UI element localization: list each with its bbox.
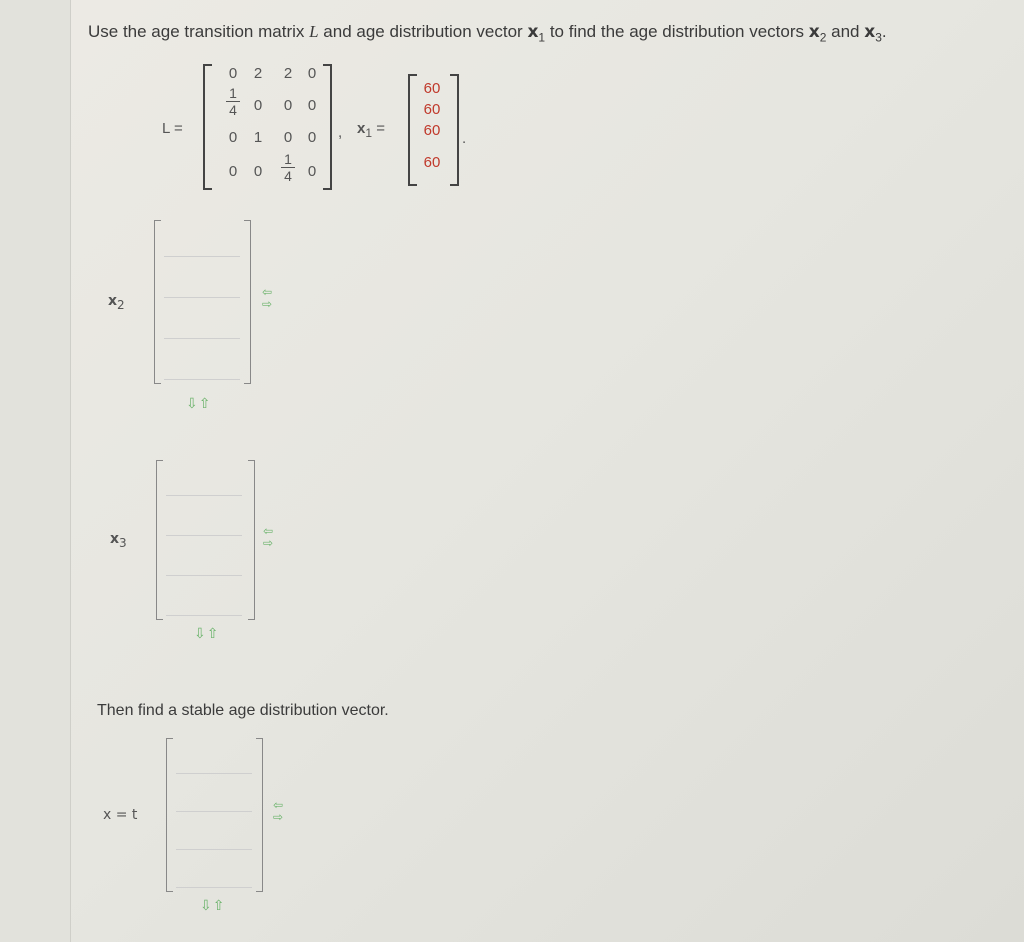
matrix-l-right-bracket bbox=[323, 64, 332, 190]
matrix-cell: 0 bbox=[307, 65, 317, 82]
vector-x1-label bbox=[357, 120, 385, 140]
matrix-l-label: L = bbox=[162, 120, 183, 137]
vector-x1-period: . bbox=[462, 130, 467, 147]
swap-columns-icon[interactable] bbox=[262, 286, 272, 310]
vector-symbol-x2: x bbox=[808, 22, 820, 42]
swap-rows-icon[interactable]: ⇩⇧ bbox=[186, 395, 212, 411]
matrix-cell: 0 bbox=[228, 65, 238, 82]
vector-symbol-x3: x bbox=[864, 22, 876, 42]
right-arrow-icon: ⇨ bbox=[263, 536, 274, 550]
answer-x2-entry-4[interactable] bbox=[164, 349, 240, 380]
left-arrow-icon: ⇦ bbox=[262, 285, 273, 299]
matrix-l-left-bracket bbox=[203, 64, 212, 190]
swap-columns-icon[interactable] bbox=[263, 525, 273, 549]
left-arrow-icon: ⇦ bbox=[273, 798, 284, 812]
answer-xt-left-bracket bbox=[166, 738, 173, 892]
vector-x1-subscript: 1 bbox=[365, 126, 373, 140]
answer-x3-entry-4[interactable] bbox=[166, 585, 242, 616]
right-arrow-icon: ⇨ bbox=[273, 810, 284, 824]
answer-x2-right-bracket bbox=[244, 220, 251, 384]
matrix-cell: 0 bbox=[307, 129, 317, 146]
subscript-2: 2 bbox=[819, 30, 827, 45]
matrix-cell: 0 bbox=[253, 97, 263, 114]
stable-prompt: Then find a stable age distribution vector. bbox=[97, 702, 389, 719]
answer-x2-subscript: 2 bbox=[117, 297, 125, 312]
answer-xt-entry-2[interactable] bbox=[176, 781, 252, 812]
matrix-cell: 0 bbox=[307, 163, 317, 180]
answer-x2-entry-2[interactable] bbox=[164, 267, 240, 298]
fraction-denominator: 4 bbox=[284, 168, 292, 184]
vector-x1-right-bracket bbox=[450, 74, 459, 186]
answer-xt-label: x = t bbox=[103, 807, 138, 823]
matrix-cell: 0 bbox=[253, 163, 263, 180]
vector-x1-left-bracket bbox=[408, 74, 417, 186]
question-end: . bbox=[881, 22, 887, 41]
answer-x3-label bbox=[110, 531, 127, 550]
vector-symbol-x1: x bbox=[527, 22, 539, 42]
matrix-cell: 1 bbox=[253, 129, 263, 146]
question-and: and bbox=[826, 22, 865, 41]
answer-x2-entry-1[interactable] bbox=[164, 226, 240, 257]
fraction-numerator: 1 bbox=[229, 85, 237, 101]
vector-x1-value: 60 bbox=[423, 154, 441, 171]
answer-xt-entry-1[interactable] bbox=[176, 743, 252, 774]
question-text bbox=[88, 22, 887, 44]
fraction-numerator: 1 bbox=[284, 151, 292, 167]
subscript-1: 1 bbox=[538, 30, 546, 45]
matrix-cell: 0 bbox=[228, 129, 238, 146]
right-arrow-icon: ⇨ bbox=[262, 297, 273, 311]
answer-x3-entry-2[interactable] bbox=[166, 505, 242, 536]
answer-x3-left-bracket bbox=[156, 460, 163, 620]
matrix-cell: 0 bbox=[283, 129, 293, 146]
matrix-cell: 0 bbox=[283, 97, 293, 114]
swap-rows-icon[interactable]: ⇩⇧ bbox=[194, 625, 220, 641]
fraction-denominator: 4 bbox=[229, 102, 237, 118]
question-prefix: Use the age transition matrix bbox=[88, 22, 310, 41]
answer-x3-symbol: x bbox=[110, 531, 120, 547]
matrix-symbol: L bbox=[309, 22, 319, 41]
left-arrow-icon: ⇦ bbox=[263, 524, 274, 538]
matrix-cell: 2 bbox=[253, 65, 263, 82]
answer-x3-entry-3[interactable] bbox=[166, 545, 242, 576]
answer-x3-entry-1[interactable] bbox=[166, 465, 242, 496]
swap-columns-icon[interactable] bbox=[273, 799, 283, 823]
answer-x3-right-bracket bbox=[248, 460, 255, 620]
matrix-fraction bbox=[226, 86, 240, 117]
matrix-cell: 0 bbox=[307, 97, 317, 114]
matrix-cell: 0 bbox=[228, 163, 238, 180]
vector-x1-value: 60 bbox=[423, 101, 441, 118]
matrix-cell: 2 bbox=[283, 65, 293, 82]
vector-x1-symbol: x bbox=[357, 120, 366, 137]
subscript-3: 3 bbox=[875, 30, 882, 45]
swap-rows-icon[interactable]: ⇩⇧ bbox=[200, 897, 226, 913]
answer-x2-entry-3[interactable] bbox=[164, 308, 240, 339]
answer-x3-subscript: 3 bbox=[119, 535, 127, 550]
answer-x2-label bbox=[108, 293, 125, 312]
vector-x1-value: 60 bbox=[423, 80, 441, 97]
answer-x2-symbol: x bbox=[108, 293, 118, 309]
answer-xt-entry-4[interactable] bbox=[176, 857, 252, 888]
question-suffix: to find the age distribution vectors bbox=[545, 22, 809, 41]
matrix-fraction bbox=[281, 152, 295, 183]
equals-sign: = bbox=[376, 120, 385, 137]
vector-x1-value: 60 bbox=[423, 122, 441, 139]
answer-xt-right-bracket bbox=[256, 738, 263, 892]
separator-comma: , bbox=[338, 124, 343, 141]
answer-xt-entry-3[interactable] bbox=[176, 819, 252, 850]
question-mid: and age distribution vector bbox=[318, 22, 528, 41]
answer-x2-left-bracket bbox=[154, 220, 161, 384]
